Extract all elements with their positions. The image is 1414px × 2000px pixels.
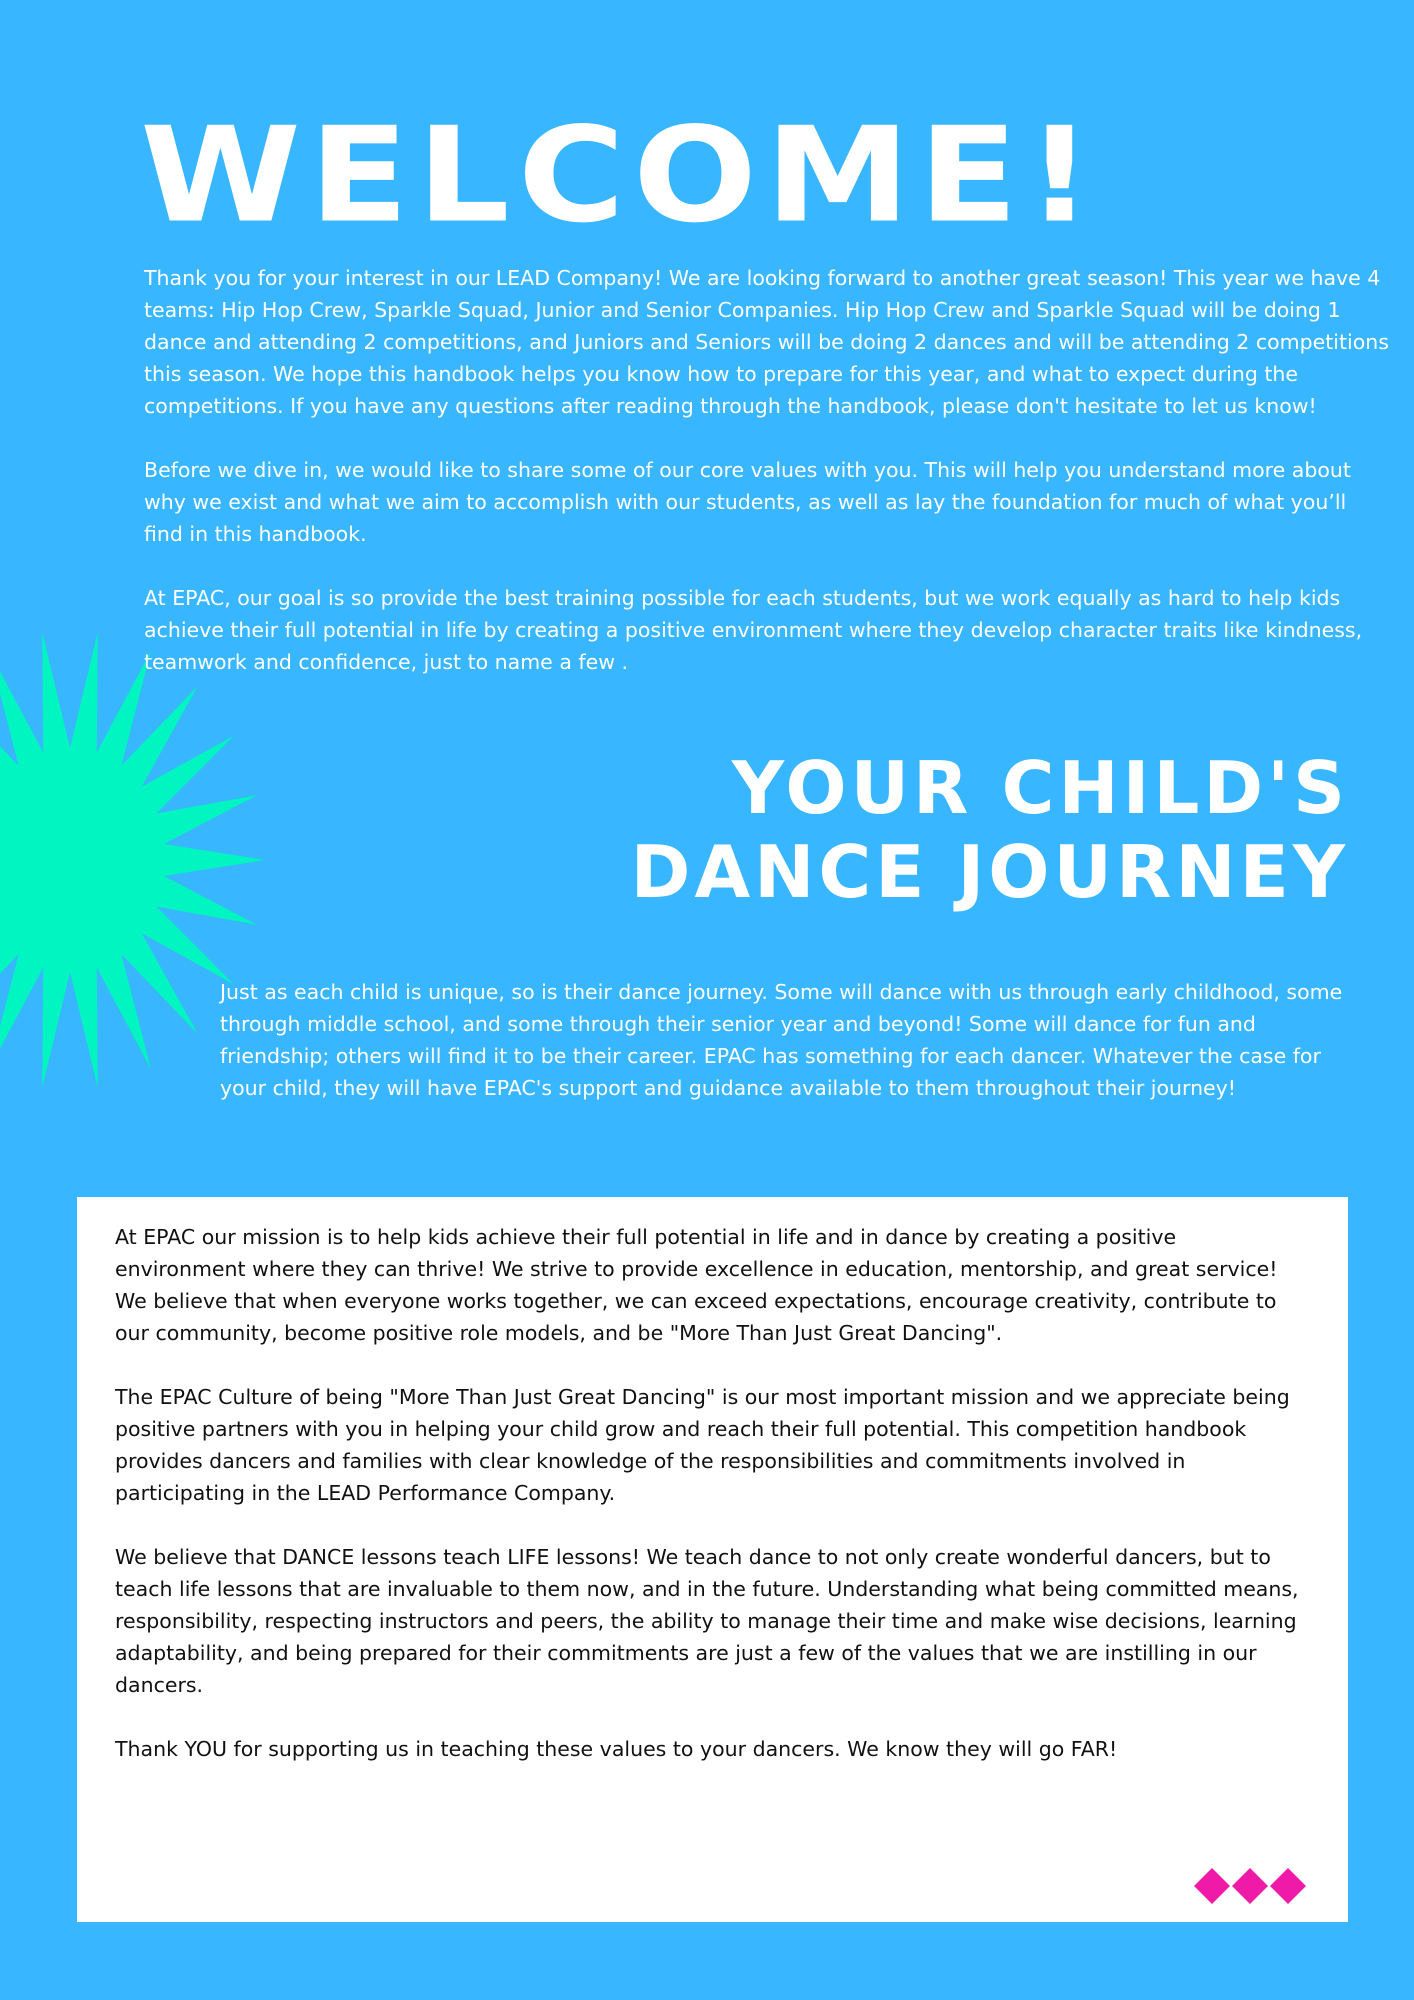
journey-body: Just as each child is unique, so is their dance journey. Some will dance with us through early childhood, some through middle school, and some through their senior year and beyond! Some will dance for fun and friendship; others will find it to be their career. EPAC has something for each dancer. Whatever the case for your child, they will have EPAC's support and guidance available to them throughout their journey! (220, 980, 1343, 1100)
welcome-title: WELCOME! (140, 99, 1101, 252)
intro-paragraph: Thank you for your interest in our LEAD Company! We are looking forward to another great season! This year we have 4 teams: Hip Hop Crew, Sparkle Squad, Junior and Senior Companies. Hip Hop Crew and Sparkle Squad will be doing 1 dance and attending 2 competitions, and Juniors and Seniors will be doing 2 dances and will be attending 2 competitions this season. We hope this handbook helps you know how to prepare for this year, and what to expect during the competitions. If you have any questions after reading through the handbook, please don't hesitate to let us know! (144, 266, 1389, 418)
mission-box (77, 1197, 1348, 1922)
diamond-row-icon (1192, 1866, 1308, 1906)
mission-paragraph: At EPAC our mission is to help kids achieve their full potential in life and in dance by creating a positive environment where they can thrive! We strive to provide excellence in education, mentorship, and great service! We believe that when everyone works together, we can exceed expectations, encourage creativity, contribute to our community, become positive role models, and be "More Than Just Great Dancing". (115, 1225, 1278, 1345)
mission-paragraph: Thank YOU for supporting us in teaching these values to your dancers. We know they will go FAR! (115, 1737, 1118, 1761)
mission-paragraph: We believe that DANCE lessons teach LIFE lessons! We teach dance to not only create wonderful dancers, but to teach life lessons that are invaluable to them now, and in the future. Understanding what being committed means, responsibility, respecting instructors and peers, the ability to manage their time and make wise decisions, learning adaptability, and being prepared for their commitments are just a few of the values that we are instilling in our dancers. (115, 1545, 1299, 1697)
welcome-intro (144, 262, 1389, 710)
mission-paragraph: The EPAC Culture of being "More Than Just Great Dancing" is our most important mission and we appreciate being positive partners with you in helping your child grow and reach their full potential. This competition handbook provides dancers and families with clear knowledge of the responsibilities and commitments involved in participating in the LEAD Performance Company. (115, 1385, 1290, 1505)
journey-title-line2: DANCE JOURNEY (630, 830, 1349, 914)
intro-paragraph: At EPAC, our goal is so provide the best training possible for each students, but we work equally as hard to help kids achieve their full potential in life by creating a positive environment where they develop character traits like kindness, teamwork and confidence, just to name a few . (144, 586, 1363, 674)
journey-title (349, 746, 1349, 914)
intro-paragraph: Before we dive in, we would like to share some of our core values with you. This will help you understand more about why we exist and what we aim to accomplish with our students, as well as lay the foundation for much of what you’ll find in this handbook. (144, 458, 1351, 546)
journey-title-line1: YOUR CHILD'S (731, 746, 1349, 830)
